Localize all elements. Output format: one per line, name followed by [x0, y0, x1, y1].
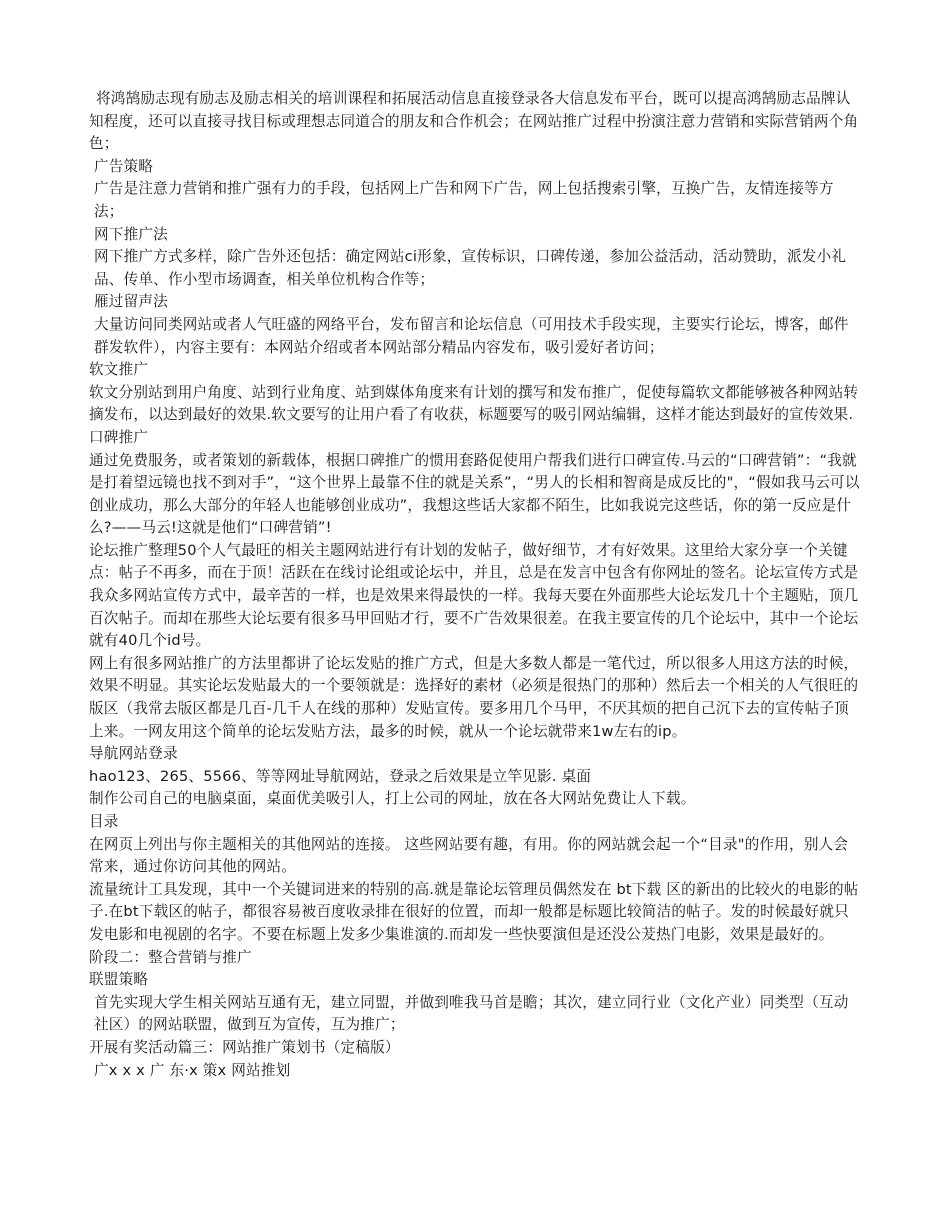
heading-alliance-strategy: 联盟策略: [89, 971, 149, 989]
heading-prize-activity: 开展有奖活动篇三：网站推广策划书（定稿版）: [89, 1038, 400, 1056]
paragraph-title-fragment: 广x x x 广 东·x 策x 网站推划: [94, 1061, 291, 1079]
paragraph-forum-posting: 网上有很多网站推广的方法里都讲了论坛发贴的推广方式，但是大多数人都是一笔代过，所以很多人用这方法的时候，效果不明显。其实论坛发贴最大的一个要领就是：选择好的素材（必须是很热门的那种）然后去一个相关的人气很旺的版区（我常去版区都是几百-几千人在线的那种）发贴宣传。要多用几个马甲，不厌其烦的把自己沉下去的宣传帖子顶上来。一网友用这个简单的论坛发贴方法，最多的时候，就从一个论坛就带来1w左右的ip。: [89, 654, 859, 740]
document-body: [89, 88, 861, 1082]
paragraph-alliance-strategy: 首先实现大学生相关网站互通有无，建立同盟，并做到唯我马首是瞻；其次，建立同行业（文化产业）同类型（互动社区）的网站联盟，做到互为宣传，互为推广；: [94, 993, 849, 1034]
heading-ad-strategy: 广告策略: [94, 157, 154, 175]
paragraph-desktop: 制作公司自己的电脑桌面，桌面优美吸引人，打上公司的网址，放在各大网站免费让人下载。: [89, 790, 696, 808]
heading-leave-trace: 雁过留声法: [94, 293, 168, 311]
paragraph-ad-strategy: 广告是注意力营销和推广强有力的手段，包括网上广告和网下广告，网上包括搜索引擎，互换广告，友情连接等方法；: [94, 180, 834, 220]
paragraph-soft-article: 软文分别站到用户角度、站到行业角度、站到媒体角度来有计划的撰写和发布推广，促使每篇软文都能够被各种网站转摘发布，以达到最好的效果.软文要写的让用户看了有收获，标题要写的吸引网站编辑，这样才能达到最好的宣传效果. 口碑推广: [89, 383, 859, 446]
heading-soft-article: 软文推广: [89, 361, 149, 379]
heading-navigation-sites: 导航网站登录: [89, 745, 178, 763]
heading-directory: 目录: [89, 813, 119, 830]
paragraph-navigation-sites: hao123、265、5566、等等网址导航网站，登录之后效果是立竿见影. 桌面: [89, 767, 592, 785]
paragraph-forum-promotion: 论坛推广整理50个人气最旺的相关主题网站进行有计划的发帖子，做好细节，才有好效果。这里给大家分享一个关键点：帖子不再多，而在于顶！活跃在在线讨论组或论坛中，并且，总是在发言中包含有你网址的签名。论坛宣传方式是我众多网站宣传方式中，最辛苦的一样，也是效果来得最快的一样。我每天要在外面那些大论坛发几十个主题贴，顶几百次帖子。而却在那些大论坛要有很多马甲回贴才行，要不广告效果很差。在我主要宣传的几个论坛中，其中一个论坛就有40几个id号。: [89, 541, 859, 650]
paragraph-directory: 在网页上列出与你主题相关的其他网站的连接。 这些网站要有趣，有用。你的网站就会起一个“目录"的作用，别人会常来，通过你访问其他的网站。: [89, 835, 849, 876]
paragraph-traffic-stats: 流量统计工具发现，其中一个关键词进来的特别的高.就是靠论坛管理员偶然发在 bt下载 区的新出的比较火的电影的帖子.在bt下载区的帖子，都很容易被百度收录排在很好的位置，而却一般都是标题比较简洁的帖子。发的时候最好就只发电影和电视剧的名字。不要在标题上发多少集谁演的.而却发一些快要演但是还没公茇热门电影，效果是最好的。: [89, 880, 859, 943]
paragraph-word-of-mouth: 通过免费服务，或者策划的新载体，根据口碑推广的惯用套路促使用户帮我们进行口碑宣传.马云的“口碑营销”：“我就是打着望远镜也找不到对手”，“这个世界上最靠不住的就是关系”，“男人的长相和智商是成反比的"，“假如我马云可以创业成功，那么大部分的年轻人也能够创业成功”，我想这些话大家都不陌生，比如我说完这些话，你的第一反应是什么?——马云!这就是他们“口碑营销”!: [89, 451, 860, 537]
paragraph-offline-promotion: 网下推广方式多样，除广告外还包括：确定网站ci形象，宣传标识，口碑传递，参加公益活动，活动赞助，派发小礼品、传单、作小型市场调查，相关单位机构合作等；: [94, 248, 847, 288]
paragraph-intro: 将鸿鹄励志现有励志及励志相关的培训课程和拓展活动信息直接登录各大信息发布平台，既可以提高鸿鹄励志品牌认知程度，还可以直接寻找目标或理想志同道合的朋友和合作机会；在网站推广过程中扮演注意力营销和实际营销两个角色；: [89, 90, 859, 153]
heading-stage-two: 阶段二：整合营销与推广: [89, 948, 252, 966]
heading-offline-promotion: 网下推广法: [94, 225, 168, 243]
paragraph-leave-trace: 大量访问同类网站或者人气旺盛的网络平台，发布留言和论坛信息（可用技术手段实现，主要实行论坛，博客，邮件群发软件），内容主要有：本网站介绍或者本网站部分精品内容发布，吸引爱好者访问；: [94, 315, 849, 356]
